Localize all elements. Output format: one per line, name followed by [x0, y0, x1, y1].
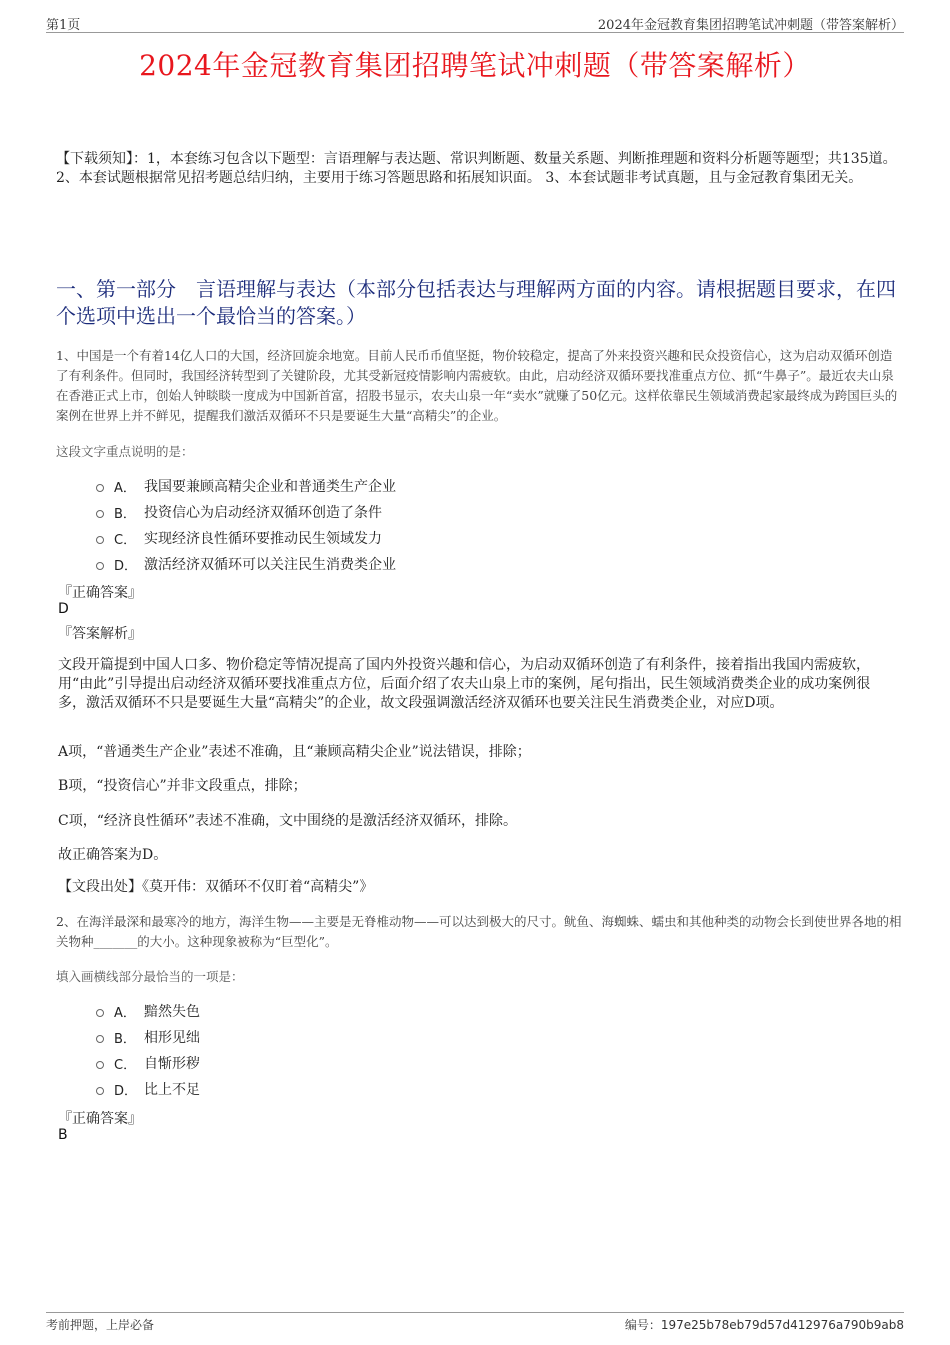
radio-icon[interactable] — [96, 1009, 104, 1017]
question-2-prompt: 填入画横线部分最恰当的一项是： — [56, 969, 244, 984]
option-c-note: C项，“经济良性循环”表述不准确，文中围绕的是激活经济双循环，排除。 — [58, 813, 518, 829]
section-heading: 一、第一部分 言语理解与表达（本部分包括表达与理解两方面的内容。请根据题目要求，在四个选项中选出一个最恰当的答案。） — [56, 277, 896, 328]
analysis-text: 文段开篇提到中国人口多、物价稳定等情况提高了国内外投资兴趣和信心，为启动双循环创造了有利条件，接着指出我国内需疲软，用“由此”引导提出启动经济双循环要找准重点方位，后面介绍了农夫山泉上市的案例，尾句指出，民生领域消费类企业的成功案例很多，激活双循环不只是要诞生大量“高精尖”的企业，故文段强调激活经济双循环也要关注民生消费类企业，对应D项。 — [58, 657, 871, 711]
option-a[interactable]: A． 我国要兼顾高精尖企业和普通类生产企业 — [96, 473, 396, 499]
option-b-note: B项，“投资信心”并非文段重点，排除； — [58, 778, 307, 794]
serial-label: 编号： — [624, 1318, 661, 1332]
option-c[interactable]: C． 实现经济良性循环要推动民生领域发力 — [96, 525, 396, 551]
question-2-text: 2、在海洋最深和最寒冷的地方，海洋生物——主要是无脊椎动物——可以达到极大的尺寸。鱿鱼、海蜘蛛、蠕虫和其他种类的动物会长到使世界各地的相关物种_______的大小。这种现象被称为“巨型化”。 — [56, 914, 902, 949]
radio-icon[interactable] — [96, 536, 104, 544]
radio-icon[interactable] — [96, 510, 104, 518]
option-a[interactable]: A． 黯然失色 — [96, 998, 200, 1024]
option-a-note: A项，“普通类生产企业”表述不准确，且“兼顾高精尖企业”说法错误，排除； — [58, 744, 531, 760]
radio-icon[interactable] — [96, 1087, 104, 1095]
answer-label: 『正确答案』 — [58, 585, 142, 601]
option-d[interactable]: D． 比上不足 — [96, 1076, 200, 1102]
radio-icon[interactable] — [96, 1061, 104, 1069]
option-c[interactable]: C． 自惭形秽 — [96, 1050, 200, 1076]
answer-value: D — [58, 601, 69, 617]
question-1-text: 1、中国是一个有着14亿人口的大国，经济回旋余地宽。目前人民币币值坚挺，物价较稳定，提高了外来投资兴趣和民众投资信心，这为启动双循环创造了有利条件。但同时，我国经济转型到了关键阶段，尤其受新冠疫情影响内需疲软。由此，启动经济双循环要找准重点方位、抓“牛鼻子”。最近农夫山泉在香港正式上市，创始人钟睒睒一度成为中国新首富，招股书显示，农夫山泉一年“卖水”就赚了50亿元。这样依靠民生领域消费起家最终成为跨国巨头的案例在世界上并不鲜见，提醒我们激活双循环不只是要诞生大量“高精尖”的企业。 — [56, 348, 898, 423]
serial-code: 197e25b78eb79d57d412976a790b9ab8 — [660, 1318, 904, 1332]
page-header — [46, 14, 904, 33]
header-doc-title: 2024年金冠教育集团招聘笔试冲刺题（带答案解析） — [597, 18, 904, 33]
option-d[interactable]: D． 激活经济双循环可以关注民生消费类企业 — [96, 551, 396, 577]
question-1-options — [96, 473, 396, 577]
passage-source: 【文段出处】《莫开伟：双循环不仅盯着“高精尖”》 — [58, 879, 374, 895]
radio-icon[interactable] — [96, 1035, 104, 1043]
conclusion: 故正确答案为D。 — [58, 847, 168, 863]
radio-icon[interactable] — [96, 562, 104, 570]
footer-serial — [625, 1316, 904, 1333]
page-footer — [46, 1312, 904, 1335]
download-notice: 【下载须知】：1，本套练习包含以下题型：言语理解与表达题、常识判断题、数量关系题、判断推理题和资料分析题等题型；共135道。 2、本套试题根据常见招考题总结归纳，主要用于练习答题思路和拓展知识面。 3、本套试题非考试真题，且与金冠教育集团无关。 — [56, 151, 897, 186]
document-title: 2024年金冠教育集团招聘笔试冲刺题（带答案解析） — [139, 49, 811, 82]
option-b[interactable]: B． 相形见绌 — [96, 1024, 200, 1050]
question-1-prompt: 这段文字重点说明的是： — [56, 444, 194, 459]
question-2-options — [96, 998, 200, 1102]
footer-slogan: 考前押题，上岸必备 — [46, 1318, 155, 1332]
option-b[interactable]: B． 投资信心为启动经济双循环创造了条件 — [96, 499, 396, 525]
analysis-label: 『答案解析』 — [58, 626, 142, 642]
radio-icon[interactable] — [96, 484, 104, 492]
answer-label: 『正确答案』 — [58, 1111, 142, 1127]
answer-value: B — [58, 1127, 68, 1143]
page-number: 第1页 — [46, 18, 81, 33]
